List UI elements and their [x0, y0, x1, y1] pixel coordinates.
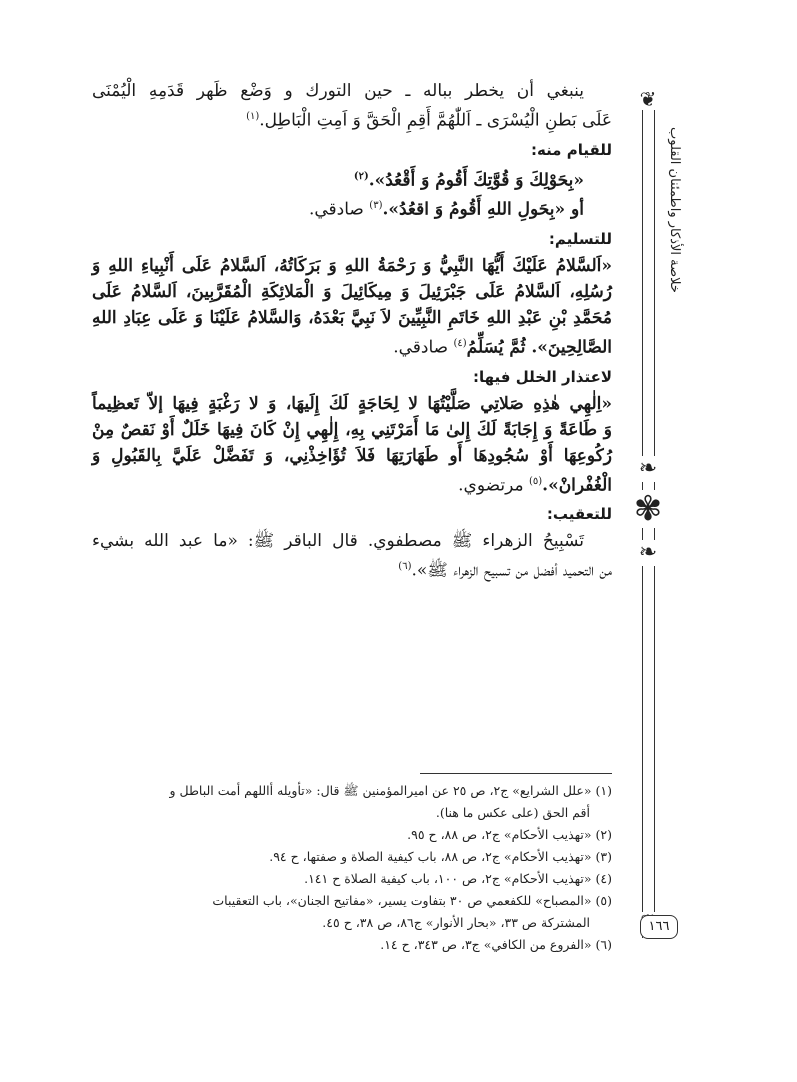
- dua-text: الصَّالِحِينَ». ثُمَّ يُسَلِّمُ: [466, 337, 612, 358]
- intro-text: عَلَى بَطنِ الْيُسْرَى ـ اَللّٰهُمَّ أَقِمِ الْحَقَّ وَ اَمِتِ الْبَاطِل.: [259, 110, 612, 131]
- dua-text: أو «بِحَولِ اللهِ أَقُومُ وَ اقعُدُ».: [382, 199, 584, 220]
- footnote-5: (٥) «المصباح» للكفعمي ص ٣٠ بتفاوت يسير، «مفاتيح الجنان»، باب التعقيبات: [212, 893, 612, 908]
- dua-line: [92, 469, 612, 499]
- dua-line: مُحَمَّدِ بْنِ عَبْدِ اللهِ خَاتَمِ النَّبِيِّينَ لاَ نَبِيَّ بَعْدَهُ، وَالسَّلامُ عَلَيْنَا وَ عَلَى عِبَادِ اللهِ: [92, 307, 612, 328]
- dua-text: الْغُفْرانْ».: [542, 475, 612, 496]
- footnotes: [92, 780, 612, 956]
- main-text: [92, 78, 612, 584]
- dua-text: «بِحَوْلِكَ وَ قُوَّتِكَ أَقُومُ وَ أَقْعُدُ».: [368, 170, 584, 191]
- section-heading-standing: للقيام منه:: [530, 140, 612, 159]
- footnote-ref: (٥): [528, 475, 543, 487]
- section-heading-apology: لاعتذار الخلل فيها:: [473, 367, 612, 386]
- source-label: صادقي.: [308, 199, 364, 220]
- footnote-1: (١) «علل الشرايع» ج٢، ص ٢٥ عن اميرالمؤمنين ﷺ قال: «تأويله أاللهم أمت الباطل و: [169, 783, 612, 798]
- footnote-ref: (٤): [453, 337, 467, 349]
- section-heading-salam: للتسليم:: [548, 229, 612, 248]
- ornament-big-icon: ✾: [630, 490, 666, 528]
- taqib-line: تَسْبِيحُ الزهراء ﷺ مصطفوي. قال الباقر ﷺ: «ما عبد الله بشيء: [92, 531, 584, 552]
- ornament-middle-icon: ❧: [630, 456, 666, 482]
- page-number: ١٦٦: [640, 915, 678, 939]
- intro-line: ينبغي أن يخطر بباله ـ حين التورك و وَضْع ظَهر قَدَمِهِ الْيُمْنَى: [92, 81, 584, 101]
- dua-line: [92, 331, 612, 361]
- dua-line: «اِلٰهِي هٰذِهِ صَلاتِي صَلَّيْتُهَا لا لِحَاجَةٍ لَكَ إِلَيهَا، وَ لا رَغْبَةٍ فِيهَا إلاّ تَعظِيماً: [92, 393, 612, 414]
- footnote-ref: (٦): [398, 561, 412, 573]
- intro-line: [92, 104, 612, 134]
- dua-line: رُكُوعِهَا أَوْ سُجُودِهَا أَو طَهَارَتِهَا فَلاَ تُؤَاخِذْنِي، وَ تَفَضَّلْ عَلَيَّ بِالقَبُولِ وَ: [92, 445, 612, 466]
- footnote-2: (٢) «تهذيب الأحكام» ج٢، ص ٨٨، ح ٩٥.: [407, 827, 612, 842]
- dua-line: رُسُلِهِ، اَلسَّلامُ عَلَى جَبْرَئِيلَ وَ مِيكَائِيلَ وَ الْمَلائِكَةِ الْمُقَرَّبِينَ، اَلسَّلامُ عَلَى: [92, 281, 612, 302]
- running-title: خلاصة الأذكار واطمئنان القلوب: [667, 127, 682, 293]
- footnote-5-continued: المشتركة ص ٣٣، «بحار الأنوار» ج٨٦، ص ٣٨، ح ٤٥.: [322, 915, 590, 930]
- footnote-ref: (١): [246, 111, 260, 122]
- footnote-6: (٦) «الفروع من الكافي» ج٣، ص ٣٤٣، ح ١٤.: [380, 937, 612, 952]
- source-label: مرتضوي.: [458, 475, 524, 496]
- footnote-4: (٤) «تهذيب الأحكام» ج٢، ص ١٠٠، باب كيفية الصلاة ح ١٤١.: [304, 871, 612, 886]
- footnote-3: (٣) «تهذيب الأحكام» ج٢، ص ٨٨، باب كيفية الصلاة و صفتها، ح ٩٤.: [269, 849, 612, 864]
- footnote-ref: (٢): [353, 170, 369, 182]
- taqib-text: من التحميد أفضل من تسبيح الزهراء ﷺ».: [411, 560, 612, 581]
- dua-line: [92, 193, 612, 223]
- dua-line: «اَلسَّلامُ عَلَيْكَ أَيُّهَا النَّبِيُّ وَ رَحْمَةُ اللهِ وَ بَرَكَاتُهُ، اَلسَّلامُ عَلَى أَنْبِياءِ اللهِ وَ: [92, 255, 612, 276]
- section-heading-taqib: للتعقيب:: [546, 505, 612, 524]
- ornament-top-icon: ❦: [630, 88, 666, 110]
- ornament-middle2-icon: ❧: [630, 540, 666, 566]
- source-label: صادقي.: [393, 337, 449, 358]
- taqib-line: [92, 554, 612, 584]
- dua-line: [92, 164, 612, 194]
- footnote-1-continued: أقم الحق (على عكس ما هنا).: [435, 805, 590, 820]
- footnote-ref: (٣): [369, 200, 383, 212]
- dua-line: وَ طَاعَةً وَ إِجَابَةً لَكَ إِلىٰ مَا أَمَرْتَنِي بِهِ، إِلٰهِي إِنْ كَانَ فِيهَا خَلَلٌ أَوْ نَقصٌ مِنْ: [92, 419, 612, 440]
- footnote-separator: [420, 773, 612, 774]
